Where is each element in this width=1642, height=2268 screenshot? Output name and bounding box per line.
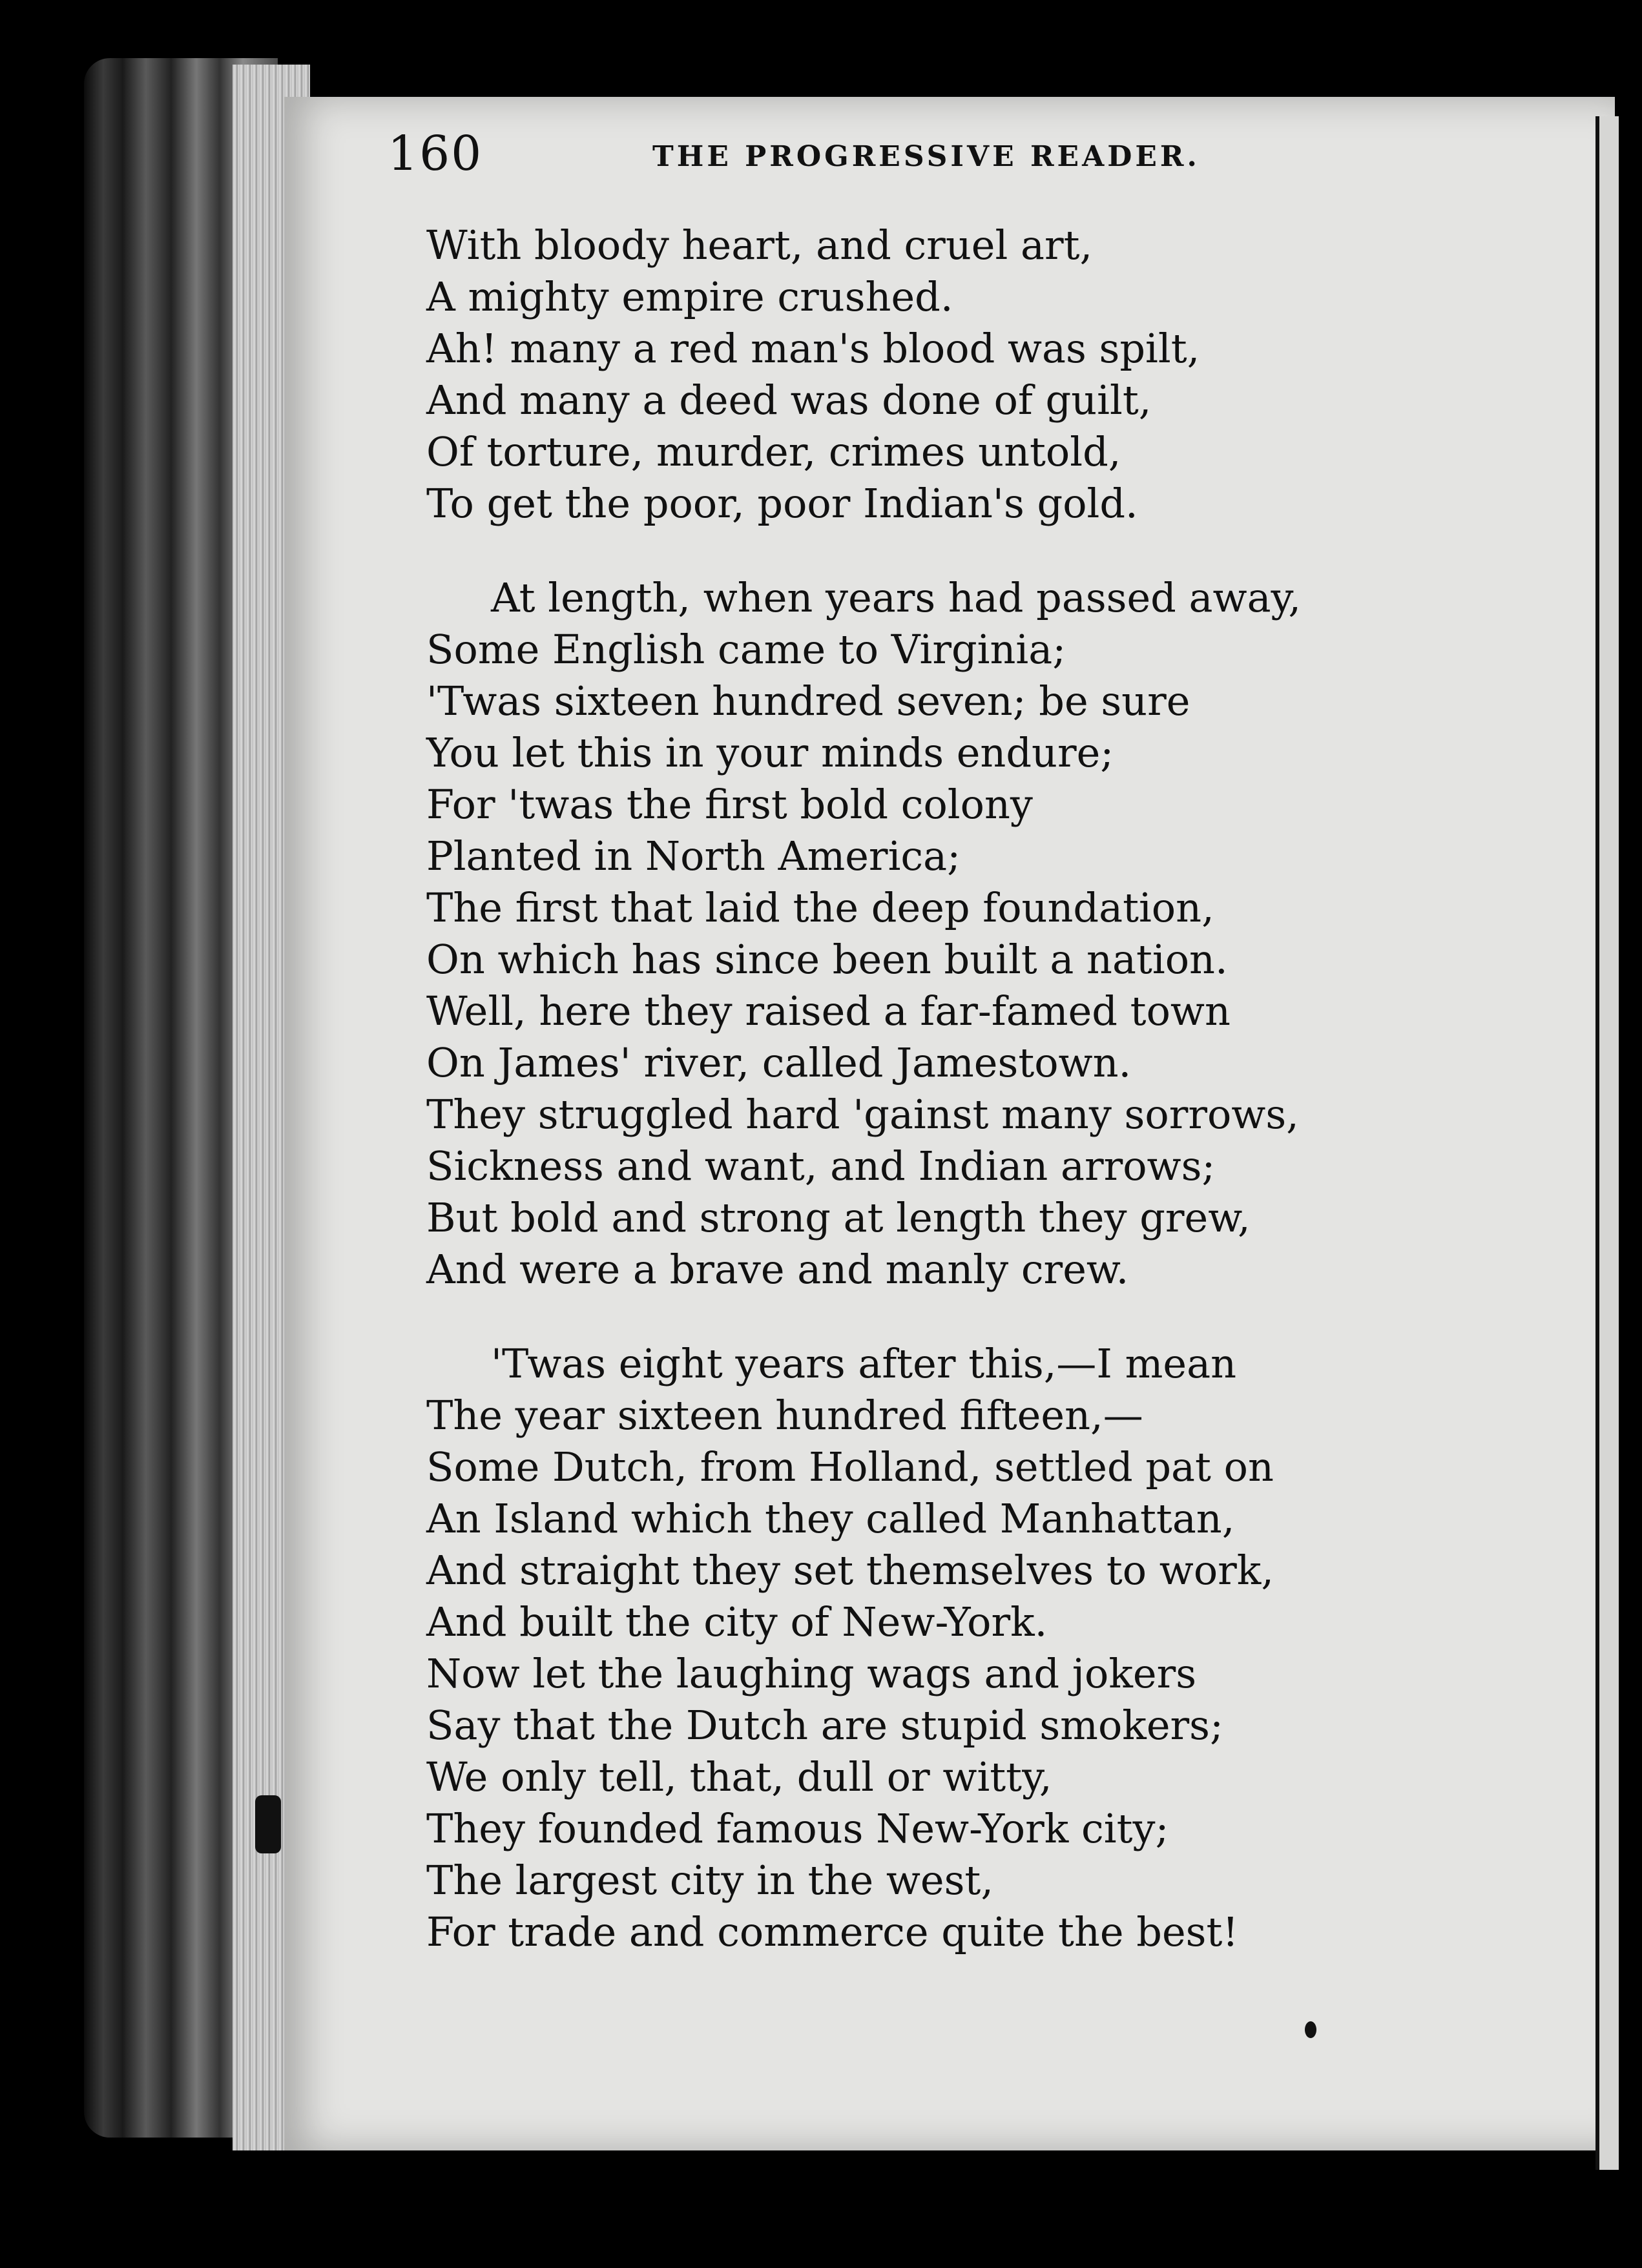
poem-line: On James' river, called Jamestown. [426, 1039, 1132, 1086]
poem-line: And straight they set themselves to work, [426, 1547, 1274, 1594]
poem-line: Say that the Dutch are stupid smokers; [426, 1702, 1223, 1749]
poem-line: We only tell, that, dull or witty, [426, 1753, 1052, 1800]
poem-body [426, 220, 1395, 2001]
poem-line: Some Dutch, from Holland, settled pat on [426, 1443, 1274, 1490]
poem-line: You let this in your minds endure; [426, 729, 1114, 776]
poem-line: The largest city in the west, [426, 1857, 994, 1904]
poem-line: Of torture, murder, crimes untold, [426, 428, 1121, 475]
poem-line: And built the city of New-York. [426, 1598, 1048, 1645]
poem-line: But bold and strong at length they grew, [426, 1194, 1251, 1241]
poem-line: 'Twas sixteen hundred seven; be sure [426, 677, 1190, 725]
poem-line: Planted in North America; [426, 832, 961, 880]
poem-line: Some English came to Virginia; [426, 626, 1066, 673]
poem-line: And were a brave and manly crew. [426, 1246, 1129, 1293]
poem-line: The year sixteen hundred fifteen,— [426, 1392, 1143, 1439]
poem-line: For trade and commerce quite the best! [426, 1908, 1239, 1955]
poem-line: An Island which they called Manhattan, [426, 1495, 1235, 1542]
poem-line: On which has since been built a nation. [426, 936, 1228, 983]
facing-page-edge [1595, 116, 1619, 2170]
poem-line: For 'twas the first bold colony [426, 781, 1033, 828]
poem-line: They struggled hard 'gainst many sorrows, [426, 1091, 1299, 1138]
page-number: 160 [388, 126, 483, 181]
poem-line: They founded famous New-York city; [426, 1805, 1169, 1852]
stanza-2 [426, 572, 1395, 1295]
poem-line: Sickness and want, and Indian arrows; [426, 1142, 1216, 1190]
poem-line: With bloody heart, and cruel art, [426, 222, 1093, 269]
poem-line: 'Twas eight years after this,—I mean [491, 1340, 1236, 1387]
poem-line: To get the poor, poor Indian's gold. [426, 480, 1138, 527]
stanza-1 [426, 220, 1395, 530]
poem-line: Well, here they raised a far-famed town [426, 987, 1231, 1035]
poem-line: And many a deed was done of guilt, [426, 376, 1152, 424]
poem-line: A mighty empire crushed. [426, 273, 953, 320]
poem-line: The first that laid the deep foundation, [426, 884, 1214, 931]
running-title: THE PROGRESSIVE READER. [652, 140, 1200, 173]
ink-speck [1305, 2021, 1316, 2038]
page-header [388, 126, 1227, 184]
poem-line: At length, when years had passed away, [491, 574, 1302, 621]
stanza-3 [426, 1338, 1395, 1958]
poem-line: Now let the laughing wags and jokers [426, 1650, 1197, 1697]
poem-line: Ah! many a red man's blood was spilt, [426, 325, 1200, 372]
ink-speck [255, 1795, 281, 1853]
